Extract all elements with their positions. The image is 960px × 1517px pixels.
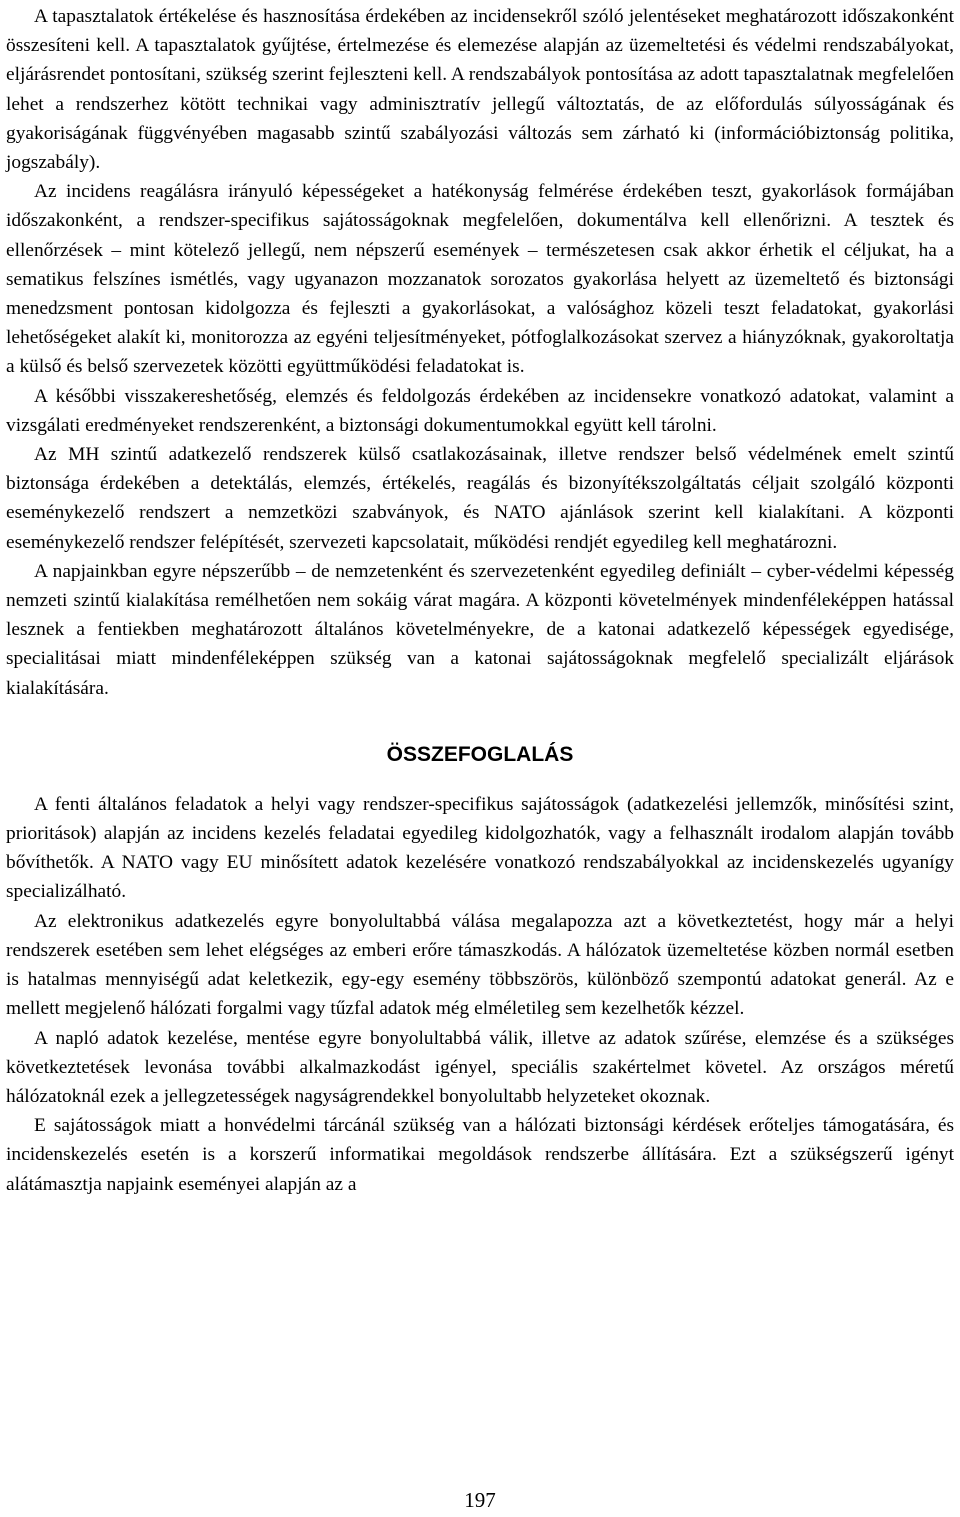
paragraph: Az MH szintű adatkezelő rendszerek külső csatlakozásainak, illetve rendszer belső védelmének emelt szintű biztonsága érdekében a detektálás, elemzés, értékelés, reagálás és bizonyítékszolgáltatás céljait szolgáló központi eseménykezelő rendszert a nemzetközi szabványok, és NATO ajánlások szerint kell kialakítani. A központi eseménykezelő rendszer felépítését, szervezeti kapcsolatait, működési rendjét egyedileg kell meghatározni.	[6, 444, 954, 553]
page-number: 197	[464, 1488, 496, 1512]
paragraph: A tapasztalatok értékelése és hasznosítása érdekében az incidensekről szóló jelentéseket meghatározott időszakonként összesíteni kell. A tapasztalatok gyűjtése, értelmezése és elemezése alapján az üzemeltetési és védelmi rendszabályokat, eljárásrendet pontosítani, szükség szerint fejleszteni kell. A rendszabályok pontosítása az adott tapasztalatnak megfelelően lehet a rendszerhez kötött technikai vagy adminisztratív jellegű változtatás, de az előfordulás súlyosságának és gyakoriságának függvényében magasabb szintű szabályozási változás sem zárható ki (információbiztonság politika, jogszabály).	[6, 6, 954, 174]
paragraph: Az elektronikus adatkezelés egyre bonyolultabbá válása megalapozza azt a következtetést, hogy már a helyi rendszerek esetében sem lehet elégséges az emberi erőre támaszkodás. A hálózatok üzemeltetése közben normál esetben is hatalmas mennyiségű adat keletkezik, egy-egy esemény többszörös, különböző szempontú adatokat generál. Az e mellett megjelenő hálózati forgalmi vagy tűzfal adatok még elméletileg sem kezelhetők kézzel.	[6, 910, 954, 1020]
section-heading: ÖSSZEFOGLALÁS	[386, 742, 574, 766]
paragraph: A fenti általános feladatok a helyi vagy rendszer-specifikus sajátosságok (adatkezelési jellemzők, minősítési szint, prioritások) alapján az incidens kezelés feladatai egyedileg kidolgozhatók, vagy a felhasznált irodalom alapján tovább bővíthetők. A NATO vagy EU minősített adatok kezelésére vonatkozó rendszabályokkal az incidenskezelés ugyanígy specializálható.	[6, 793, 954, 903]
paragraph: Az incidens reagálásra irányuló képességeket a hatékonyság felmérése érdekében teszt, gyakorlások formájában időszakonként, a rendszer-specifikus sajátosságoknak megfelelően, dokumentálva kell ellenőrizni. A tesztek és ellenőrzések – mint kötelező jellegű, nem népszerű események – természetesen csak akkor érhetik el céljukat, ha a sematikus felszínes ismétlés, vagy ugyanazon mozzanatok sorozatos gyakorlása helyett az üzemeltető és biztonsági menedzsment pontosan kidolgozza és fejleszti a gyakorlásokat, a valósághoz közeli teszt feladatokat, gyakorlási lehetőségeket alakít ki, monitorozza az egyéni teljesítményeket, pótfoglalkozásokat szervez a hiányzóknak, gyakoroltatja a külső és belső szervezetek közötti együttműködési feladatokat is.	[6, 181, 954, 378]
document-page	[6, 2, 954, 1199]
paragraph: A későbbi visszakereshetőség, elemzés és feldolgozás érdekében az incidensekre vonatkozó adatokat, valamint a vizsgálati eredményeket rendszerenként, a biztonsági dokumentumokkal együtt kell tárolni.	[6, 385, 954, 436]
paragraph: E sajátosságok miatt a honvédelmi tárcánál szükség van a hálózati biztonsági kérdések erőteljes támogatására, és incidenskezelés esetén is a korszerű informatikai megoldások rendszerbe állítására. Ezt a szükségszerű igényt alátámasztja napjaink eseményei alapján az a	[6, 1115, 954, 1195]
paragraph: A napjainkban egyre népszerűbb – de nemzetenként és szervezetenként egyedileg definiált – cyber-védelmi képesség nemzeti szintű kialakítása remélhetően nem sokáig várat magára. A központi követelmények mindenféleképpen hatással lesznek a fentiekben meghatározott általános követelményekre, de a katonai adatkezelő képességek egyedisége, specialitásai miatt mindenféleképpen szükség van a katonai sajátosságoknak megfelelő specializált eljárások kialakítására.	[6, 560, 954, 699]
paragraph: A napló adatok kezelése, mentése egyre bonyolultabbá válik, illetve az adatok szűrése, elemzése és a szükséges következtetések levonása további alkalmazkodást igényel, speciális szakértelmet követel. Az országos méretű hálózatoknál ezek a jellegzetességek nagyságrendekkel bonyolultabb helyzeteket okoznak.	[6, 1027, 954, 1107]
